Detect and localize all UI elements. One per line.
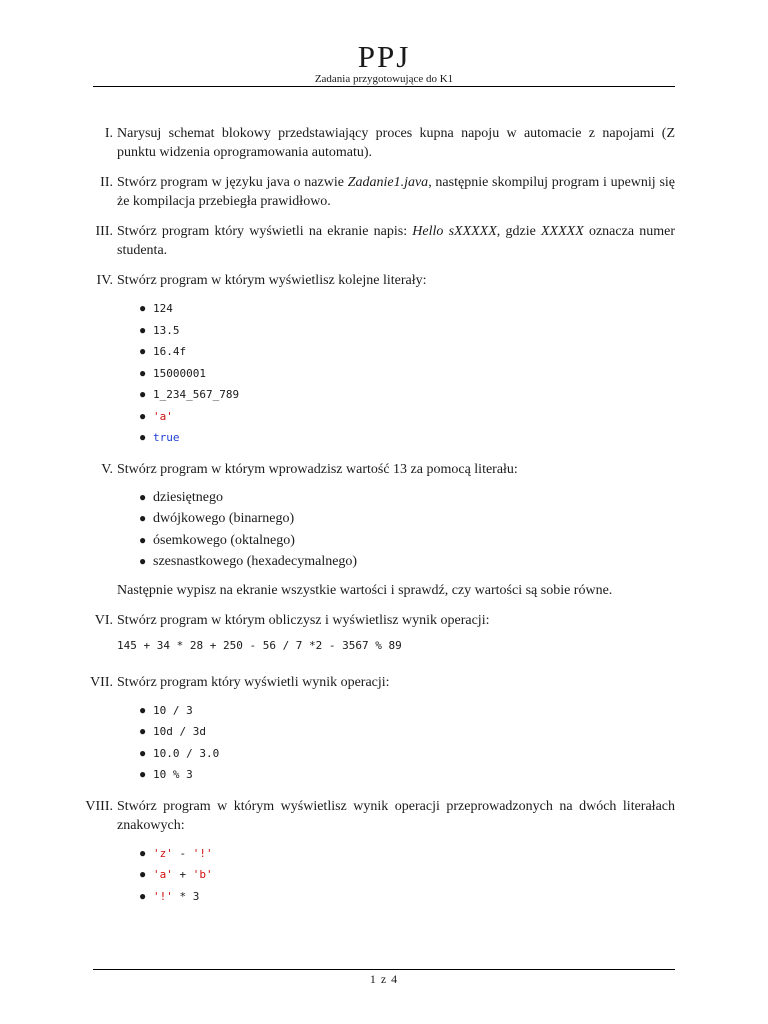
task-followup: Następnie wypisz na ekranie wszystkie wartości i sprawdź, czy wartości są sobie równe. [117, 582, 613, 598]
document-subtitle: Zadania przygotowujące do K1 [314, 73, 454, 85]
task-number: VII. [90, 674, 113, 690]
task-number: V. [101, 461, 113, 477]
list-item: ● 10.0 / 3.0 [135, 743, 675, 765]
task-number: I. [104, 126, 113, 141]
list-item: ● dwójkowego (binarnego) [135, 508, 675, 530]
list-item: ● 16.4f [135, 341, 675, 363]
task-text: Stwórz program w którym wprowadzisz wartość 13 za pomocą literału: [117, 461, 518, 477]
bullet-icon: ● [139, 845, 147, 860]
bullet-icon: ● [139, 532, 147, 547]
list-item: ● szesnastkowego (hexadecymalnego) [135, 551, 675, 573]
header-rule [93, 86, 675, 87]
operation-list [117, 700, 675, 786]
list-item: ● 'z' - '!' [135, 843, 675, 865]
bullet-icon: ● [139, 430, 147, 444]
list-item: ● dziesiętnego [135, 487, 675, 509]
char-operation-list [117, 843, 675, 908]
bullet-icon: ● [139, 554, 147, 568]
document-title: PPJ [357, 39, 411, 74]
bullet-icon: ● [139, 365, 147, 380]
task-item [93, 173, 675, 211]
hello-text: Hello sXXXXX [412, 224, 497, 239]
task-text: oznacza numer studenta. [117, 224, 675, 258]
list-item: ● 10 % 3 [135, 764, 675, 786]
list-item: ● 'a' + 'b' [135, 864, 675, 886]
list-item: ● 1_234_567_789 [135, 384, 675, 406]
task-text: Stwórz program w języku java o nazwie [117, 175, 348, 190]
task-text: Stwórz program który wyświetli wynik operacji: [117, 674, 390, 690]
task-text: Stwórz program w którym wyświetlisz wynik operacji przeprowadzonych na dwóch literałach znakowych: [117, 798, 675, 833]
file-name: Zadanie1.java [347, 175, 429, 190]
task-item [93, 271, 675, 449]
bullet-icon: ● [139, 702, 147, 717]
list-item: ● 10 / 3 [135, 700, 675, 722]
task-list [85, 124, 675, 918]
list-item: ● 10d / 3d [135, 721, 675, 743]
list-item: ● 13.5 [135, 320, 675, 342]
task-item [93, 124, 675, 162]
bullet-icon: ● [139, 344, 147, 358]
code-expression: 145 + 34 * 28 + 250 - 56 / 7 *2 - 3567 % 89 [117, 638, 402, 652]
task-text: Stwórz program w którym obliczysz i wyświetlisz wynik operacji: [117, 612, 490, 628]
task-item [93, 460, 675, 600]
task-number: II. [100, 175, 113, 190]
page-header [93, 40, 675, 85]
task-number: VI. [94, 612, 113, 628]
footer-rule [93, 969, 675, 970]
list-item: ● 'a' [135, 406, 675, 428]
task-number: VIII. [85, 798, 113, 814]
list-item: ● '!' * 3 [135, 886, 675, 908]
radix-list [117, 487, 675, 573]
task-text: Narysuj schemat blokowy przedstawiający proces kupna napoju w automacie z napojami (Z punktu widzenia oprogramowania automatu). [117, 126, 675, 160]
task-item [93, 611, 675, 655]
task-item [90, 673, 675, 786]
task-number: IV. [96, 273, 113, 288]
bullet-icon: ● [139, 301, 147, 315]
task-text: Stwórz program w którym wyświetlisz kolejne literały: [117, 273, 427, 288]
list-item: ● ósemkowego (oktalnego) [135, 530, 675, 552]
list-item: ● 124 [135, 298, 675, 320]
bullet-icon: ● [139, 745, 147, 760]
bullet-icon: ● [139, 767, 147, 781]
bullet-icon: ● [139, 888, 147, 903]
task-text: , gdzie [496, 224, 541, 239]
page-number: 1 z 4 [369, 972, 399, 986]
task-text: Stwórz program który wyświetli na ekranie napis: [117, 224, 413, 239]
bullet-icon: ● [139, 724, 147, 738]
literal-list [117, 298, 675, 449]
task-number: III. [95, 224, 113, 239]
task-text: , następnie skompiluj program i upewnij się że kompilacja przebiegła prawidłowo. [117, 175, 675, 209]
task-item [85, 797, 675, 908]
bullet-icon: ● [139, 322, 147, 337]
student-number: XXXXX [541, 224, 584, 239]
list-item: ● true [135, 427, 675, 449]
bullet-icon: ● [139, 387, 147, 401]
bullet-icon: ● [139, 408, 147, 423]
bullet-icon: ● [139, 867, 147, 881]
bullet-icon: ● [139, 511, 147, 525]
task-item [93, 222, 675, 260]
list-item: ● 15000001 [135, 363, 675, 385]
bullet-icon: ● [139, 489, 147, 504]
